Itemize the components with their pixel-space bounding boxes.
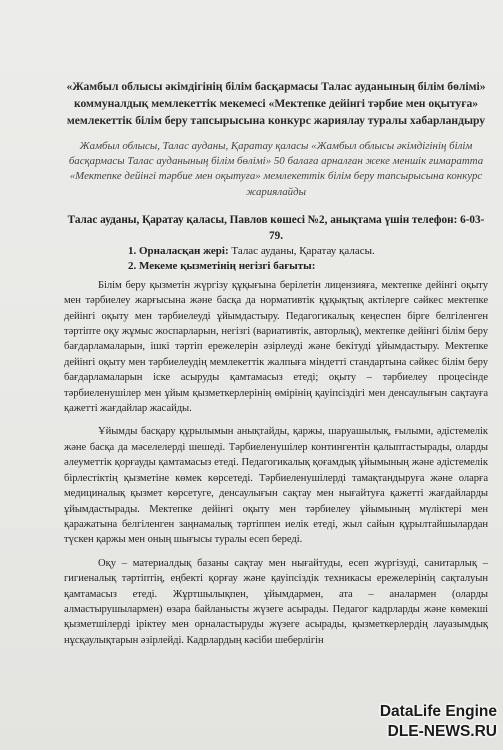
section-activity-label: 2. Мекеме қызметінің негізгі бағыты: <box>128 259 316 272</box>
document-body <box>64 78 488 656</box>
watermark-line2: DLE-NEWS.RU <box>387 723 497 740</box>
paragraph: Білім беру қызметін жүргізу құқығына берілетін лицензияға, мектепке дейінгі оқыту мен тәрбиелеу жарғысына және басқа да нормативтік құқықтық актілерге сәйкес мектепке дейінгі оқыту мен тәрбиелеуді ұйымдастыру. Педагогикалық кеңеспен бірге белгіленген тәртіпте оқу жұмыс жоспарларын, негізгі (вариативтік, авторлық), мектепке дейінгі білім беру бағдарламаларын, ішкі тәртіп ережелерін әзірлеуді және бекітуді ұйымдастыру. Мектепке дейінгі оқыту мен тәрбиелеудің мемлекеттік жалпыға міндетті стандартына сәйкес білім беру бағдарламаларын іске асыруды қамтамасыз етеді; оқыту – тәрбиелеу процесінде тәрбиеленушілер мен ұйым қызметкерлерінің өмірінің қауіпсіздігі мен денсаулығын сақтауға қажетті жағдайлар жасайды. <box>64 279 488 415</box>
watermark-line1: DataLife Engine <box>379 703 497 720</box>
address-line: Талас ауданы, Қаратау қаласы, Павлов көшесі №2, анықтама үшін телефон: 6-03-79. <box>67 213 485 242</box>
paragraph: Оқу – материалдық базаны сақтау мен нығайтуды, есеп жүргізуді, санитарлық – гигиеналық тәртіптің, еңбекті қорғау және қауіпсіздік техникасы ережелерінің сақталуын қамтамасыз етеді. Жұртшылықпен, ұйымдармен, ата – аналармен (оларды алмастырушылармен) өзара байланысты жүзеге асырады. Педагог кадрларды және көмекші қызметшілерді іріктеу мен орналастыруды жүзеге асырады, қызметкерлердің лауазымдық нұсқаулықтарын әзірлейді. Кадрлардың кәсіби шеберлігін <box>64 557 488 646</box>
section-location-label: 1. Орналасқан жері: <box>128 244 229 257</box>
watermark <box>337 702 497 742</box>
paragraph: Ұйымды басқару құрылымын анықтайды, қаржы, шаруашылық, ғылыми, әдістемелік және басқа да мәселелерді шешеді. Тәрбиеленушілер контингентін қалыптастырады, оларды әлеуметтік қорғауды қамтамасыз етеді. Педагогикалық қоғамдық ұйымының және әдістемелік бірлестіктің қызметіне көмек көрсетеді. Тәрбиеленушілерді тамақтандыруға және оларға медициналық қызмет көрсетуге, денсаулығын сақтау мен нығайтуға қажетті жағдайларды ұйымдастырады. Мектепке дейінгі оқыту мен тәрбиелеу ұйымының мүліктері мен қаражатына белгіленген заңнамалық тәртіппен иелік етеді, жыл сайын құрылтайшылардан түскен қаржы мен оның шығысы туралы есеп береді. <box>64 426 488 546</box>
section-activity <box>64 259 488 274</box>
section-location-value: Талас ауданы, Қаратау қаласы. <box>228 244 375 257</box>
section-location <box>64 244 488 259</box>
document-intro: Жамбыл облысы, Талас ауданы, Қаратау қаласы «Жамбыл облысы әкімдігінің білім басқармасы Талас ауданының білім бөлімі» 50 балаға арналған жеке меншік ғимаратта «Мектепке дейінгі тәрбие мен оқытуға» мемлекеттік білім беру тапсырысына конкурс жариялайды <box>68 140 484 198</box>
document-title: «Жамбыл облысы әкімдігінің білім басқармасы Талас ауданының білім бөлімі» коммуналдық мемлекеттік мекемесі «Мектепке дейінгі тәрбие мен оқытуға» мемлекеттік білім беру тапсырысына конкурс жариялау туралы хабарландыру <box>66 80 486 127</box>
